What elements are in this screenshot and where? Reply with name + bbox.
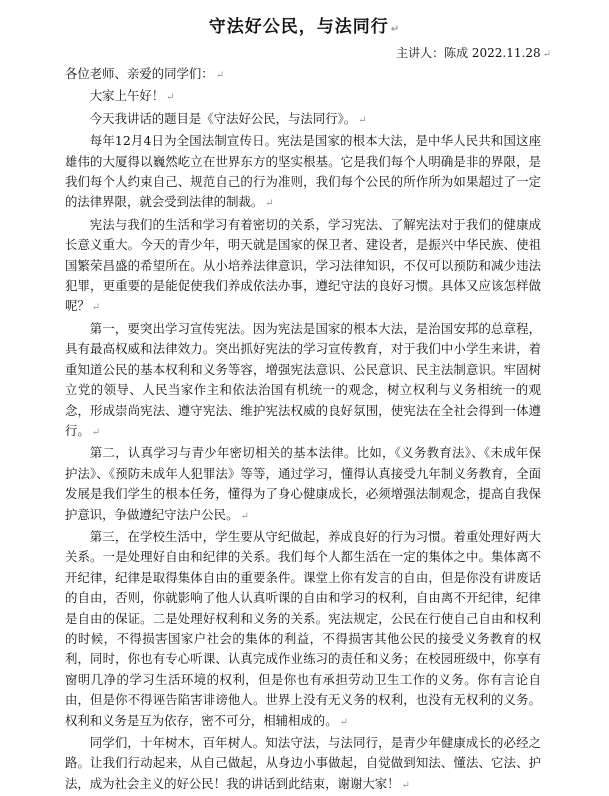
salutation: 各位老师、亲爱的同学们： ↵ [65, 66, 225, 81]
paragraph-mark-icon: ↵ [91, 302, 101, 314]
paragraph-mark-icon: ↵ [542, 49, 551, 60]
paragraph-third: 第三，在学校生活中，学生要从守纪做起，养成良好的行为习惯。着重处理好两大关系。一是处理好自由和纪律的关系。我们每个人都生活在一定的集体之中。集体离不开纪律，纪律是取得集体自由的重要条件。课堂上你有发言的自由，但是你没有讲废话的自由，否则，你就影响了他人认真听课的自由和学习的权利，自由离不开纪律，纪律是自由的保证。二是处理好权利和义务的关系。宪法规定，公民在行使自己自由和权利的时候，不得损害国家户社会的集体的利益，不得损害其他公民的接受义务教育的权利，同时，你也有专心听课、认真完成作业练习的责任和义务；在校园班级中，你享有窗明几净的学习生活环境的权利，但是你也有承担劳动卫生工作的义务。你有言论自由，但是你不得诬告陷害诽谤他人。世界上没有无义务的权利，也没有无权利的义务。权利和义务是互为依存，密不可分，相辅相成的。 ↵ [65, 528, 541, 728]
paragraph-topic: 今天我讲话的题目是《守法好公民，与法同行》。 ↵ [89, 110, 367, 126]
paragraph-mark-icon: ↵ [166, 92, 175, 104]
document-body [65, 64, 541, 796]
paragraph-mark-icon: ↵ [240, 510, 249, 522]
paragraph-greeting: 大家上午好！ ↵ [89, 88, 175, 104]
paragraph-closing: 同学们，十年树木，百年树人。知法守法，与法同行，是青少年健康成长的必经之路。让我们行动起来，从自己做起，从身边小事做起，自觉做到知法、懂法、它法、护法，成为社会主义的好公民！我的讲话到此结束，谢谢大家！ ↵ [65, 735, 541, 791]
speaker-line: 主讲人：陈成 2022.11.28 ↵ [396, 46, 551, 60]
paragraph-first: 第一，要突出学习宣传宪法。因为宪法是国家的根本大法，是治国安邦的总章程，具有最高权威和法律效力。突出抓好宪法的学习宣传教育，对于我们中小学生来讲，着重知道公民的基本权利和义务等容，增强宪法意识、公民意识、民主法制意识。牢固树立党的领导、人民当家作主和依法治国有机统一的观念，树立权利与义务相统一的观念，形成崇尚宪法、遵守宪法、维护宪法权威的良好氛围，使宪法在全社会得到一体遵行。 ↵ [65, 320, 541, 438]
document-title: 守法好公民，与法同行 ↵ [208, 17, 401, 37]
paragraph-second: 第二，认真学习与青少年密切相关的基本法律。比如，《义务教育法》、《未成年保护法》、《预防未成年人犯罪法》等等，通过学习，懂得认真接受九年制义务教育，全面发展是我们学生的根本任务，懂得为了身心健康成长，必须增强法制观念，提高自我保护意识，争做遵纪守法户公民。 ↵ [65, 445, 541, 522]
paragraph-law-day: 每年12月4日为全国法制宣传日。宪法是国家的根本大法，是中华人民共和国这座雄伟的大厦得以巍然屹立在世界东方的坚实根基。它是我们每个人明确是非的界限，是我们每个人约束自己、规范自己的行为准则，我们每个公民的所作所为如果超过了一定的法律界限，就会受到法律的制裁。 ↵ [65, 133, 541, 210]
paragraph-mark-icon: ↵ [265, 198, 274, 210]
paragraph-constitution-life: 宪法与我们的生活和学习有着密切的关系，学习宪法、了解宪法对于我们的健康成长意义重大。今天的青少年，明天就是国家的保卫者、建设者，是振兴中华民族、使祖国繁荣昌盛的希望所在。从小培养法律意识，学习法律知识，不仅可以预防和减少违法犯罪，更重要的是能促使我们养成依法办事，遵纪守法的良好习惯。具体又应该怎样做呢？ ↵ [65, 216, 541, 314]
paragraph-mark-icon: ↵ [91, 426, 101, 438]
paragraph-mark-icon: ↵ [390, 24, 401, 35]
paragraph-mark-icon: ↵ [358, 114, 367, 126]
paragraph-mark-icon: ↵ [339, 716, 348, 728]
paragraph-mark-icon: ↵ [401, 779, 410, 791]
paragraph-mark-icon: ↵ [215, 70, 225, 81]
